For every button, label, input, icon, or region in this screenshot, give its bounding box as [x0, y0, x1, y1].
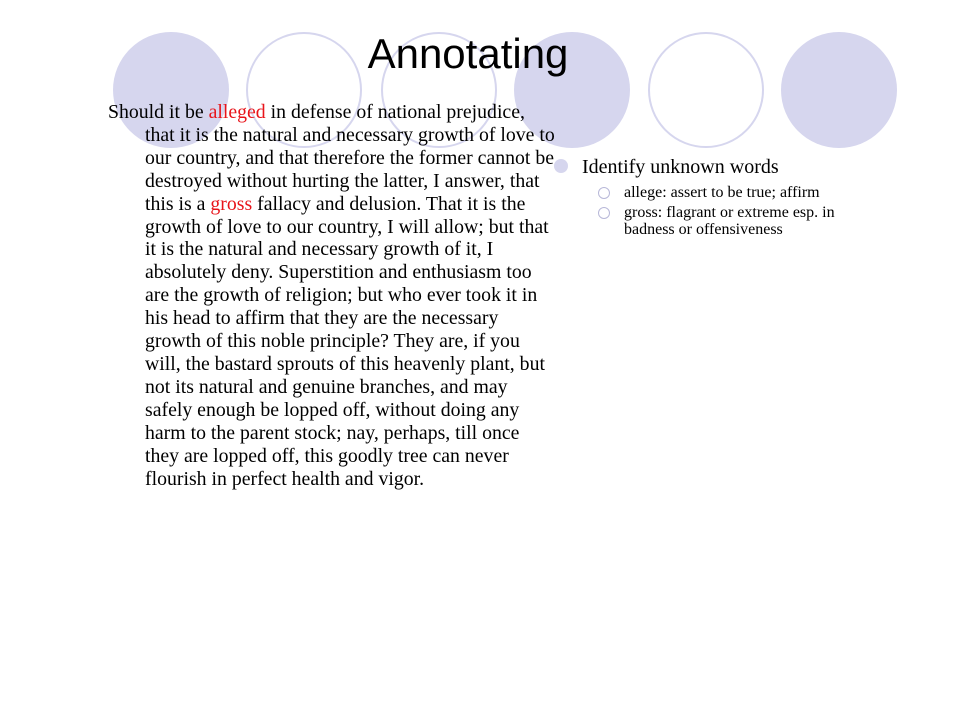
definition-text: gross: flagrant or extreme esp. in badness or offensiveness — [624, 203, 835, 238]
annotation-list — [554, 155, 874, 241]
passage-part-3: fallacy and delusion. That it is the growth of love to our country, I will allow; but that it is the natural and necessary growth of it, I absolutely deny. Superstition and enthusiasm too are the growth of religion; but who ever took it in his head to affirm that they are the necessary growth of this noble principle? They are, if you will, the bastard sprouts of this heavenly plant, but not its natural and genuine branches, and may safely enough be lopped off, without doing any harm to the parent stock; nay, perhaps, till once they are lopped off, this goodly tree can never flourish in perfect health and vigor. — [145, 192, 549, 490]
ring-bullet-icon — [598, 187, 610, 199]
definition-item — [598, 204, 874, 239]
passage-text — [108, 101, 555, 490]
bullet-dot-icon — [554, 159, 568, 173]
highlight-word-alleged: alleged — [208, 101, 266, 123]
definition-item — [598, 184, 874, 202]
highlight-word-gross: gross — [210, 192, 253, 215]
passage-part-1: Should it be — [108, 101, 209, 123]
bullet-label: Identify unknown words — [582, 156, 779, 178]
definition-list — [554, 184, 874, 239]
passage-part-2: in defense of national prejudice, that it is the natural and necessary growth of love to our country, and that therefore the former cannot be destroyed without hurting the latter, I answer, that this is a — [145, 101, 555, 215]
ring-bullet-icon — [598, 207, 610, 219]
slide-title: Annotating — [367, 30, 569, 77]
bullet-identify-words — [554, 155, 874, 179]
definition-text: allege: assert to be true; affirm — [624, 184, 820, 201]
